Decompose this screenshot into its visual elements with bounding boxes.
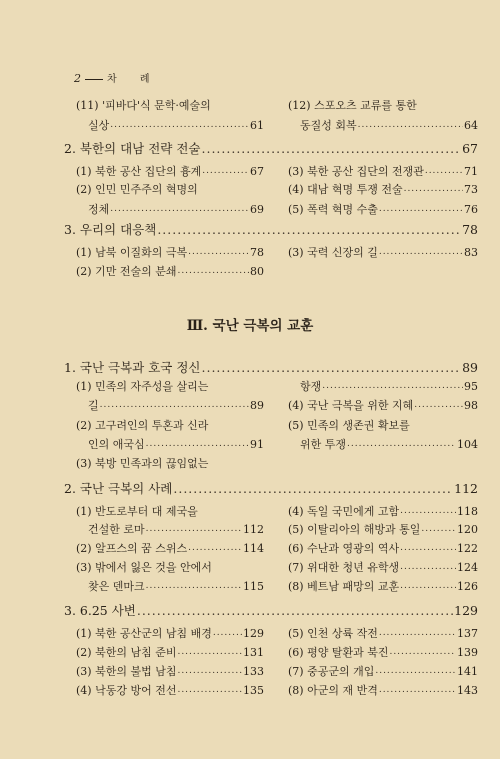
toc-entry[interactable] bbox=[288, 165, 478, 178]
toc-entry[interactable] bbox=[76, 265, 264, 278]
dot-leader bbox=[322, 380, 463, 393]
toc-page-number: 67 bbox=[462, 141, 478, 156]
toc-entry[interactable] bbox=[76, 646, 264, 659]
toc-page-number: 64 bbox=[464, 119, 478, 132]
dot-leader bbox=[379, 684, 456, 697]
toc-entry[interactable] bbox=[300, 438, 478, 451]
dot-leader bbox=[379, 203, 463, 216]
toc-entry-text: 정체 bbox=[88, 203, 110, 216]
toc-entry[interactable] bbox=[288, 399, 478, 412]
toc-entry[interactable] bbox=[288, 183, 478, 196]
dot-leader bbox=[110, 119, 249, 132]
section-title: 2. 북한의 대남 전략 전술 bbox=[64, 141, 201, 156]
toc-page-number: 89 bbox=[250, 399, 264, 412]
toc-entry-text: (3) 국력 신장의 길 bbox=[288, 246, 378, 259]
dot-leader bbox=[146, 523, 242, 536]
toc-page-number: 112 bbox=[243, 523, 264, 536]
dash-rule bbox=[85, 79, 103, 80]
toc-entry[interactable] bbox=[76, 246, 264, 259]
dot-leader bbox=[358, 119, 463, 132]
toc-page-number: 73 bbox=[464, 183, 478, 196]
toc-page-number: 141 bbox=[457, 665, 478, 678]
dot-leader bbox=[379, 627, 456, 640]
toc-entry-text: (1) 민족의 자주성을 살리는 bbox=[76, 380, 209, 393]
dot-leader bbox=[400, 580, 456, 593]
toc-entry-text: (7) 중공군의 개입 bbox=[288, 665, 375, 678]
toc-entry-text: 위한 투쟁 bbox=[300, 438, 347, 451]
toc-page-number: 112 bbox=[454, 481, 478, 496]
dot-leader bbox=[177, 684, 242, 697]
dot-leader bbox=[146, 580, 242, 593]
toc-page-number: 124 bbox=[457, 561, 478, 574]
toc-page-number: 71 bbox=[464, 165, 478, 178]
toc-page-number: 137 bbox=[457, 627, 478, 640]
dot-leader bbox=[375, 665, 456, 678]
toc-page-number: 114 bbox=[243, 542, 264, 555]
toc-page-number: 69 bbox=[250, 203, 264, 216]
dot-leader bbox=[146, 438, 249, 451]
toc-entry-text: 동질성 회복 bbox=[300, 119, 357, 132]
toc-entry[interactable] bbox=[288, 523, 478, 536]
dot-leader bbox=[202, 360, 462, 375]
dot-leader bbox=[188, 246, 249, 259]
toc-page-number: 67 bbox=[250, 165, 264, 178]
toc-page-number: 129 bbox=[243, 627, 264, 640]
toc-entry[interactable] bbox=[76, 542, 264, 555]
dot-leader bbox=[177, 646, 242, 659]
toc-entry-text: (2) 북한의 남침 준비 bbox=[76, 646, 177, 659]
dot-leader bbox=[404, 183, 463, 196]
toc-page-number: 78 bbox=[462, 222, 478, 237]
toc-page-number: 89 bbox=[462, 360, 478, 375]
toc-page-number: 76 bbox=[464, 203, 478, 216]
dot-leader bbox=[400, 561, 456, 574]
section-title: 3. 우리의 대응책 bbox=[64, 222, 157, 237]
toc-entry-text: (2) 고구려인의 투혼과 신라 bbox=[76, 419, 209, 432]
section-title: 1. 국난 극복과 호국 정신 bbox=[64, 360, 201, 375]
toc-page-number: 126 bbox=[457, 580, 478, 593]
dot-leader bbox=[100, 399, 249, 412]
toc-section[interactable] bbox=[64, 141, 478, 156]
toc-entry[interactable] bbox=[288, 505, 478, 518]
running-title: 차 례 bbox=[107, 74, 160, 85]
toc-entry[interactable] bbox=[88, 119, 264, 132]
toc-entry-text: 찾은 덴마크 bbox=[88, 580, 145, 593]
dot-leader bbox=[177, 665, 242, 678]
toc-entry-text: (4) 낙동강 방어 전선 bbox=[76, 684, 177, 697]
toc-section[interactable] bbox=[64, 360, 478, 375]
toc-section[interactable] bbox=[64, 222, 478, 237]
dot-leader bbox=[421, 523, 456, 536]
toc-entry-text: (5) 인천 상륙 작전 bbox=[288, 627, 378, 640]
toc-entry-text: (3) 북방 민족과의 끊임없는 bbox=[76, 457, 209, 470]
dot-leader bbox=[188, 542, 242, 555]
toc-page-number: 104 bbox=[457, 438, 478, 451]
part-title: Ⅲ. 국난 극복의 교훈 bbox=[186, 318, 314, 334]
toc-entry[interactable] bbox=[88, 399, 264, 412]
toc-entry-text: (8) 아군의 재 반격 bbox=[288, 684, 378, 697]
toc-section[interactable] bbox=[64, 603, 478, 618]
dot-leader bbox=[157, 222, 461, 237]
toc-page-number: 135 bbox=[243, 684, 264, 697]
toc-entry-text: (1) 반도로부터 대 제국을 bbox=[76, 505, 198, 518]
toc-page-number: 133 bbox=[243, 665, 264, 678]
toc-entry[interactable] bbox=[76, 627, 264, 640]
toc-entry-text: (4) 대남 혁명 투쟁 전술 bbox=[288, 183, 403, 196]
toc-entry-text: (5) 이탈리아의 해방과 통일 bbox=[288, 523, 421, 536]
toc-page-number: 118 bbox=[457, 505, 478, 518]
toc-entry-text: (4) 독일 국민에게 고함 bbox=[288, 505, 400, 518]
toc-entry[interactable] bbox=[76, 684, 264, 697]
toc-page-number: 139 bbox=[457, 646, 478, 659]
toc-entry[interactable] bbox=[76, 165, 264, 178]
dot-leader bbox=[110, 203, 249, 216]
toc-entry[interactable] bbox=[288, 561, 478, 574]
toc-entry[interactable] bbox=[288, 646, 478, 659]
toc-entry-text: (2) 기만 전술의 분쇄 bbox=[76, 265, 177, 278]
toc-entry-text: 실상 bbox=[88, 119, 110, 132]
toc-entry-text: (5) 폭력 혁명 수출 bbox=[288, 203, 378, 216]
dot-leader bbox=[213, 627, 242, 640]
toc-entry-text: (2) 인민 민주주의 혁명의 bbox=[76, 183, 198, 196]
toc-page-number: 129 bbox=[454, 603, 478, 618]
toc-entry-text: (7) 위대한 청년 유학생 bbox=[288, 561, 400, 574]
dot-leader bbox=[177, 265, 249, 278]
toc-entry-text: (1) 남북 이질화의 극복 bbox=[76, 246, 188, 259]
toc-entry-text: (1) 북한 공산군의 남침 배경 bbox=[76, 627, 212, 640]
toc-entry[interactable] bbox=[288, 627, 478, 640]
toc-page-number: 83 bbox=[464, 246, 478, 259]
section-title: 3. 6.25 사변 bbox=[64, 603, 136, 618]
toc-entry[interactable] bbox=[300, 380, 478, 393]
toc-page-number: 122 bbox=[457, 542, 478, 555]
dot-leader bbox=[347, 438, 456, 451]
toc-entry-text: 건설한 로마 bbox=[88, 523, 145, 536]
toc-entry-text: 길 bbox=[88, 399, 99, 412]
toc-entry[interactable] bbox=[300, 119, 478, 132]
dot-leader bbox=[202, 165, 249, 178]
toc-entry[interactable] bbox=[288, 203, 478, 216]
dot-leader bbox=[400, 505, 456, 518]
toc-entry-text: (2) 알프스의 꿈 스위스 bbox=[76, 542, 188, 555]
dot-leader bbox=[425, 165, 463, 178]
toc-page-number: 98 bbox=[464, 399, 478, 412]
toc-entry-text: (6) 수난과 영광의 역사 bbox=[288, 542, 400, 555]
toc-entry-text: (3) 밖에서 잃은 것을 안에서 bbox=[76, 561, 212, 574]
toc-page-number: 115 bbox=[243, 580, 264, 593]
toc-page-number: 61 bbox=[250, 119, 264, 132]
toc-entry[interactable] bbox=[88, 580, 264, 593]
toc-entry-text: (3) 북한의 불법 남침 bbox=[76, 665, 177, 678]
dot-leader bbox=[400, 542, 456, 555]
toc-entry[interactable] bbox=[288, 246, 478, 259]
dot-leader bbox=[137, 603, 453, 618]
dot-leader bbox=[173, 481, 453, 496]
toc-entry[interactable] bbox=[88, 203, 264, 216]
toc-entry-text: (1) 북한 공산 집단의 흉계 bbox=[76, 165, 202, 178]
toc-entry[interactable] bbox=[88, 438, 264, 451]
dot-leader bbox=[389, 646, 456, 659]
toc-entry-text: 항쟁 bbox=[300, 380, 322, 393]
toc-entry[interactable] bbox=[88, 523, 264, 536]
toc-entry-text: 인의 애국심 bbox=[88, 438, 145, 451]
toc-page-number: 80 bbox=[250, 265, 264, 278]
toc-section[interactable] bbox=[64, 481, 478, 496]
toc-page-number: 120 bbox=[457, 523, 478, 536]
toc-entry[interactable] bbox=[76, 665, 264, 678]
toc-page-number: 131 bbox=[243, 646, 264, 659]
page-number: 2 bbox=[74, 72, 81, 85]
toc-page-number: 78 bbox=[250, 246, 264, 259]
running-head bbox=[74, 70, 160, 85]
dot-leader bbox=[379, 246, 463, 259]
toc-entry[interactable] bbox=[288, 684, 478, 697]
toc-page-number: 143 bbox=[457, 684, 478, 697]
dot-leader bbox=[202, 141, 462, 156]
toc-entry[interactable] bbox=[288, 665, 478, 678]
toc-entry-text: (12) 스포오츠 교류를 통한 bbox=[288, 99, 417, 112]
dot-leader bbox=[414, 399, 463, 412]
toc-entry[interactable] bbox=[288, 542, 478, 555]
toc-entry-text: (6) 평양 탈환과 북진 bbox=[288, 646, 389, 659]
section-title: 2. 국난 극복의 사례 bbox=[64, 481, 173, 496]
toc-page-number: 91 bbox=[250, 438, 264, 451]
toc-page-number: 95 bbox=[464, 380, 478, 393]
toc-entry-text: (8) 베트남 패망의 교훈 bbox=[288, 580, 400, 593]
toc-entry-text: (5) 민족의 생존권 확보를 bbox=[288, 419, 410, 432]
toc-entry-text: (3) 북한 공산 집단의 전쟁관 bbox=[288, 165, 424, 178]
toc-entry-text: (11) '피바다'식 문학·예술의 bbox=[76, 99, 211, 112]
toc-entry-text: (4) 국난 극복을 위한 지혜 bbox=[288, 399, 414, 412]
toc-entry[interactable] bbox=[288, 580, 478, 593]
